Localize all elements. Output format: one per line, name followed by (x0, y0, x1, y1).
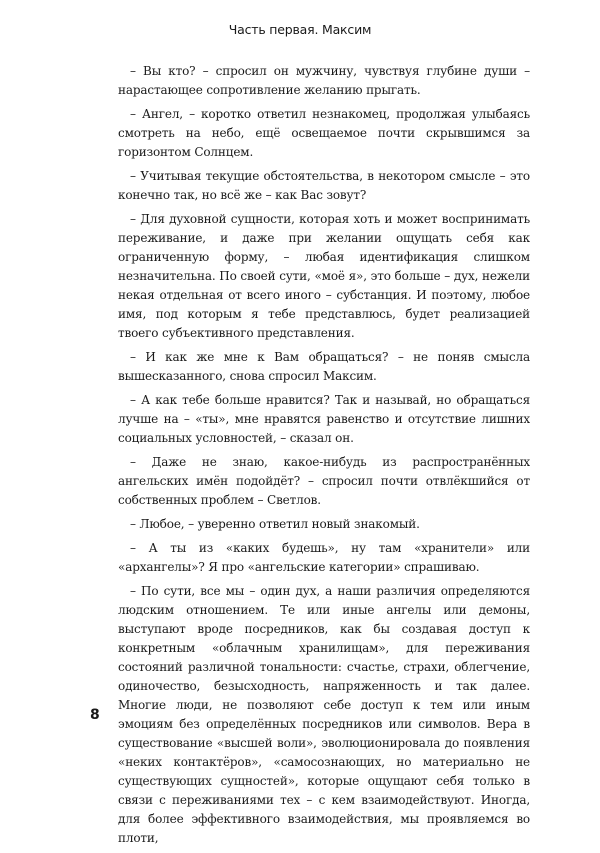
paragraph: – Даже не знаю, какое-нибудь из распространённых ангельских имён подойдёт? – спросил почти отвлёкшийся от собственных проблем – Светлов. (118, 455, 530, 507)
paragraph: – По сути, все мы – один дух, а наши различия определяются людским отношением. Те или иные ангелы или демоны, выступают вроде посредников, как бы создавая доступ к конкретным «облачным хранилищам», для переживания состояний различной тональности: счастье, страхи, облегчение, одиночество, безысходность, напряженность и так далее. Многие люди, не позволяют себе доступ к тем или иным эмоциям без определённых посредников или символов. Вера в существование «высшей воли», эволюционировала до появления «неких контактёров», «самосознающих, но материально не существующих сущностей», которые ощущают себя только в связи с переживаниями тех – с кем взаимодействуют. Иногда, для более эффективного взаимодействия, мы проявляемся во плоти, (118, 584, 530, 845)
page-number: 8 (90, 707, 100, 723)
paragraph: – Для духовной сущности, которая хоть и может воспринимать переживание, и даже при желании ощущать себя как ограниченную форму, – любая идентификация слишком незначительна. По своей сути, «моё я», это больше – дух, нежели некая отдельная от всего иного – субстанция. И поэтому, любое имя, под которым я тебе представлюсь, будет реализацией твоего субъективного представления. (118, 212, 530, 340)
paragraph: – И как же мне к Вам обращаться? – не поняв смысла вышесказанного, снова спросил Максим. (118, 350, 530, 383)
paragraph: – А как тебе больше нравится? Так и называй, но обращаться лучше на – «ты», мне нравятся равенство и отсутствие лишних социальных условностей, – сказал он. (118, 393, 530, 445)
paragraph: – Ангел, – коротко ответил незнакомец, продолжая улыбаясь смотреть на небо, ещё освещаемое почти скрывшимся за горизонтом Солнцем. (118, 107, 530, 159)
paragraph: – Вы кто? – спросил он мужчину, чувствуя глубине души – нарастающее сопротивление желанию прыгать. (118, 64, 530, 97)
paragraph: – Учитывая текущие обстоятельства, в некотором смысле – это конечно так, но всё же – как Вас зовут? (118, 169, 530, 202)
paragraph: – Любое, – уверенно ответил новый знакомый. (130, 517, 420, 531)
running-header: Часть первая. Максим (228, 22, 372, 37)
paragraph: – А ты из «каких будешь», ну там «хранители» или «архангелы»? Я про «ангельские категории» спрашиваю. (118, 541, 530, 574)
body-text (118, 62, 530, 853)
